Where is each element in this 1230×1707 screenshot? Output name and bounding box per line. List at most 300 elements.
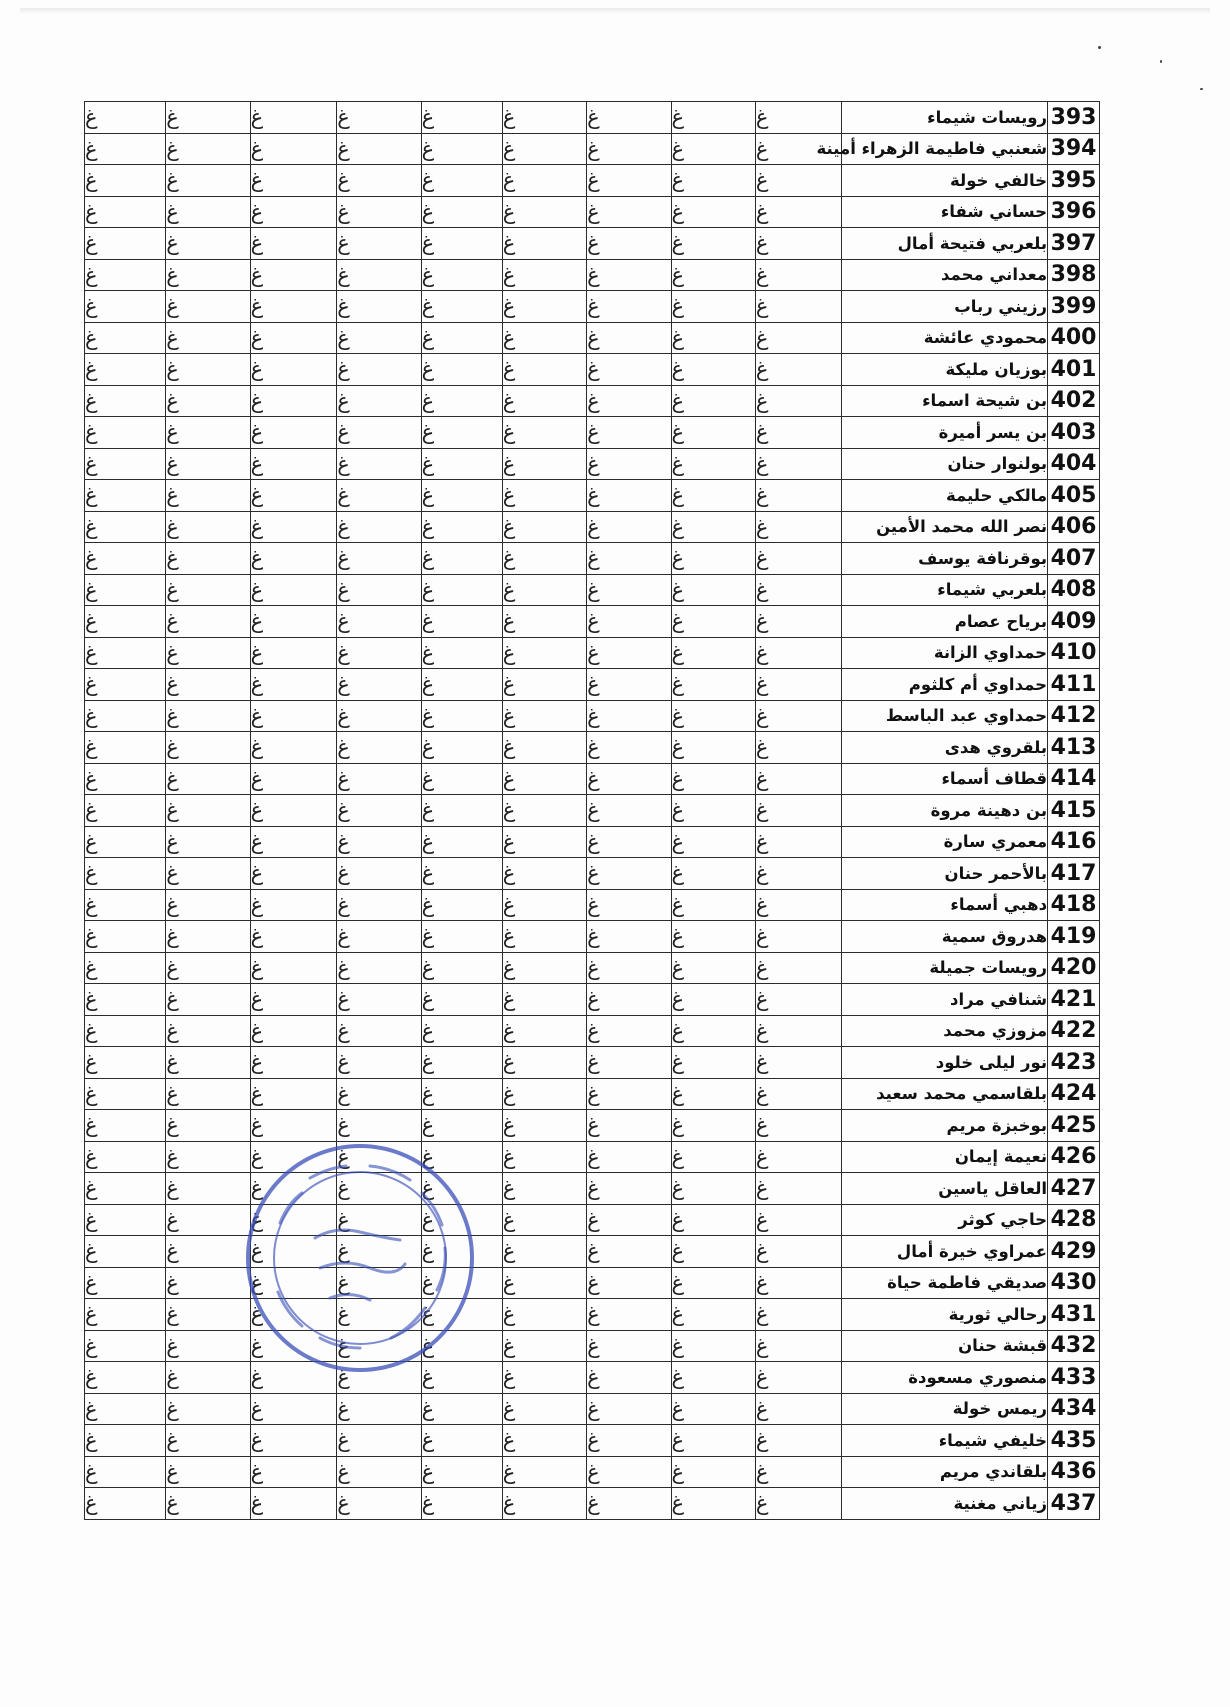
absence-mark: غ (166, 291, 250, 323)
row-number: 437 (1048, 1488, 1100, 1520)
absence-mark: غ (85, 1267, 166, 1299)
absence-mark: غ (755, 1488, 842, 1520)
student-name: مزوزي محمد (842, 1015, 1048, 1047)
student-name: بولنوار حنان (842, 448, 1048, 480)
results-table-body (85, 102, 1100, 1520)
absence-mark: غ (502, 322, 586, 354)
absence-mark: غ (587, 1393, 671, 1425)
absence-mark: غ (502, 1425, 586, 1457)
absence-mark: غ (250, 1173, 337, 1205)
absence-mark: غ (755, 1330, 842, 1362)
absence-mark: غ (85, 322, 166, 354)
results-table (84, 101, 1100, 1520)
row-number: 396 (1048, 196, 1100, 228)
absence-mark: غ (421, 1204, 502, 1236)
absence-mark: غ (166, 1047, 250, 1079)
absence-mark: غ (502, 921, 586, 953)
absence-mark: غ (421, 606, 502, 638)
student-name: بلعربي شيماء (842, 574, 1048, 606)
absence-mark: غ (250, 984, 337, 1016)
absence-mark: غ (502, 448, 586, 480)
absence-mark: غ (502, 1330, 586, 1362)
absence-mark: غ (587, 858, 671, 890)
absence-mark: غ (85, 984, 166, 1016)
row-number: 424 (1048, 1078, 1100, 1110)
absence-mark: غ (587, 1078, 671, 1110)
scan-speck (1200, 88, 1203, 90)
absence-mark: غ (166, 102, 250, 134)
absence-mark: غ (85, 480, 166, 512)
absence-mark: غ (671, 1236, 755, 1268)
absence-mark: غ (755, 889, 842, 921)
absence-mark: غ (337, 637, 421, 669)
absence-mark: غ (502, 574, 586, 606)
student-name: بن شيحة اسماء (842, 385, 1048, 417)
table-row (85, 858, 1100, 890)
absence-mark: غ (755, 291, 842, 323)
table-row (85, 1078, 1100, 1110)
absence-mark: غ (502, 417, 586, 449)
absence-mark: غ (85, 1362, 166, 1394)
absence-mark: غ (671, 165, 755, 197)
absence-mark: غ (755, 637, 842, 669)
absence-mark: غ (85, 952, 166, 984)
absence-mark: غ (421, 291, 502, 323)
row-number: 413 (1048, 732, 1100, 764)
student-name: بالأحمر حنان (842, 858, 1048, 890)
absence-mark: غ (166, 637, 250, 669)
row-number: 412 (1048, 700, 1100, 732)
absence-mark: غ (587, 1425, 671, 1457)
row-number: 410 (1048, 637, 1100, 669)
absence-mark: غ (166, 1078, 250, 1110)
absence-mark: غ (166, 354, 250, 386)
table-row (85, 700, 1100, 732)
absence-mark: غ (85, 196, 166, 228)
absence-mark: غ (85, 1456, 166, 1488)
absence-mark: غ (755, 574, 842, 606)
absence-mark: غ (85, 858, 166, 890)
absence-mark: غ (755, 858, 842, 890)
table-row (85, 1456, 1100, 1488)
absence-mark: غ (587, 669, 671, 701)
absence-mark: غ (421, 1015, 502, 1047)
absence-mark: غ (166, 417, 250, 449)
table-row (85, 1299, 1100, 1331)
absence-mark: غ (671, 889, 755, 921)
absence-mark: غ (250, 1267, 337, 1299)
absence-mark: غ (671, 228, 755, 260)
absence-mark: غ (587, 165, 671, 197)
absence-mark: غ (337, 1362, 421, 1394)
absence-mark: غ (250, 1488, 337, 1520)
row-number: 411 (1048, 669, 1100, 701)
absence-mark: غ (337, 1236, 421, 1268)
absence-mark: غ (85, 511, 166, 543)
absence-mark: غ (337, 1078, 421, 1110)
absence-mark: غ (421, 1236, 502, 1268)
absence-mark: غ (502, 291, 586, 323)
absence-mark: غ (671, 606, 755, 638)
absence-mark: غ (337, 102, 421, 134)
absence-mark: غ (421, 1267, 502, 1299)
row-number: 406 (1048, 511, 1100, 543)
absence-mark: غ (755, 1267, 842, 1299)
absence-mark: غ (587, 1236, 671, 1268)
student-name: حساني شفاء (842, 196, 1048, 228)
absence-mark: غ (671, 1015, 755, 1047)
absence-mark: غ (502, 984, 586, 1016)
absence-mark: غ (421, 165, 502, 197)
absence-mark: غ (502, 606, 586, 638)
student-name: شعنبي فاطيمة الزهراء أمينة (842, 133, 1048, 165)
student-name: بلقروي هدى (842, 732, 1048, 764)
absence-mark: غ (337, 700, 421, 732)
absence-mark: غ (85, 606, 166, 638)
row-number: 432 (1048, 1330, 1100, 1362)
table-row (85, 669, 1100, 701)
absence-mark: غ (587, 480, 671, 512)
absence-mark: غ (250, 102, 337, 134)
absence-mark: غ (337, 1267, 421, 1299)
absence-mark: غ (166, 196, 250, 228)
absence-mark: غ (755, 1173, 842, 1205)
absence-mark: غ (755, 1110, 842, 1142)
absence-mark: غ (85, 700, 166, 732)
absence-mark: غ (421, 102, 502, 134)
absence-mark: غ (85, 1236, 166, 1268)
absence-mark: غ (671, 1456, 755, 1488)
absence-mark: غ (755, 1456, 842, 1488)
absence-mark: غ (502, 1362, 586, 1394)
absence-mark: غ (502, 1236, 586, 1268)
absence-mark: غ (587, 196, 671, 228)
absence-mark: غ (587, 984, 671, 1016)
absence-mark: غ (421, 1488, 502, 1520)
absence-mark: غ (755, 1015, 842, 1047)
absence-mark: غ (421, 385, 502, 417)
student-name: بوزيان مليكة (842, 354, 1048, 386)
student-name: عمراوي خيرة أمال (842, 1236, 1048, 1268)
absence-mark: غ (755, 511, 842, 543)
student-name: خليفي شيماء (842, 1425, 1048, 1457)
absence-mark: غ (166, 1456, 250, 1488)
absence-mark: غ (755, 1299, 842, 1331)
absence-mark: غ (166, 448, 250, 480)
absence-mark: غ (587, 1047, 671, 1079)
absence-mark: غ (502, 763, 586, 795)
absence-mark: غ (85, 732, 166, 764)
table-row (85, 291, 1100, 323)
absence-mark: غ (337, 858, 421, 890)
absence-mark: غ (671, 1078, 755, 1110)
absence-mark: غ (755, 1362, 842, 1394)
absence-mark: غ (337, 1425, 421, 1457)
row-number: 402 (1048, 385, 1100, 417)
absence-mark: غ (166, 889, 250, 921)
absence-mark: غ (166, 984, 250, 1016)
absence-mark: غ (85, 574, 166, 606)
absence-mark: غ (166, 1330, 250, 1362)
absence-mark: غ (587, 637, 671, 669)
absence-mark: غ (250, 1425, 337, 1457)
absence-mark: غ (587, 1141, 671, 1173)
student-name: حمداوي الزانة (842, 637, 1048, 669)
absence-mark: غ (502, 795, 586, 827)
absence-mark: غ (250, 165, 337, 197)
table-row (85, 637, 1100, 669)
table-row (85, 133, 1100, 165)
absence-mark: غ (502, 1110, 586, 1142)
row-number: 419 (1048, 921, 1100, 953)
absence-mark: غ (421, 133, 502, 165)
absence-mark: غ (502, 669, 586, 701)
absence-mark: غ (85, 1299, 166, 1331)
absence-mark: غ (166, 259, 250, 291)
absence-mark: غ (755, 322, 842, 354)
table-row (85, 196, 1100, 228)
absence-mark: غ (85, 1204, 166, 1236)
absence-mark: غ (671, 1047, 755, 1079)
absence-mark: غ (587, 511, 671, 543)
results-table-wrapper (84, 101, 1100, 1520)
row-number: 395 (1048, 165, 1100, 197)
absence-mark: غ (337, 1330, 421, 1362)
absence-mark: غ (421, 574, 502, 606)
absence-mark: غ (250, 480, 337, 512)
absence-mark: غ (166, 480, 250, 512)
absence-mark: غ (421, 1330, 502, 1362)
absence-mark: غ (502, 1078, 586, 1110)
absence-mark: غ (587, 1362, 671, 1394)
absence-mark: غ (85, 1393, 166, 1425)
absence-mark: غ (250, 952, 337, 984)
absence-mark: غ (337, 228, 421, 260)
absence-mark: غ (587, 259, 671, 291)
row-number: 423 (1048, 1047, 1100, 1079)
student-name: بن يسر أميرة (842, 417, 1048, 449)
table-row (85, 795, 1100, 827)
absence-mark: غ (421, 826, 502, 858)
absence-mark: غ (755, 700, 842, 732)
absence-mark: غ (250, 1236, 337, 1268)
table-row (85, 606, 1100, 638)
student-name: مالكي حليمة (842, 480, 1048, 512)
row-number: 433 (1048, 1362, 1100, 1394)
absence-mark: غ (587, 1330, 671, 1362)
absence-mark: غ (250, 606, 337, 638)
absence-mark: غ (421, 228, 502, 260)
absence-mark: غ (502, 480, 586, 512)
row-number: 400 (1048, 322, 1100, 354)
absence-mark: غ (337, 889, 421, 921)
absence-mark: غ (337, 1141, 421, 1173)
absence-mark: غ (502, 826, 586, 858)
absence-mark: غ (502, 102, 586, 134)
row-number: 394 (1048, 133, 1100, 165)
table-row (85, 102, 1100, 134)
row-number: 428 (1048, 1204, 1100, 1236)
absence-mark: غ (250, 1362, 337, 1394)
absence-mark: غ (166, 511, 250, 543)
absence-mark: غ (337, 1204, 421, 1236)
absence-mark: غ (85, 448, 166, 480)
absence-mark: غ (587, 826, 671, 858)
absence-mark: غ (587, 795, 671, 827)
absence-mark: غ (337, 826, 421, 858)
student-name: بلعربي فتيحة أمال (842, 228, 1048, 260)
absence-mark: غ (85, 921, 166, 953)
absence-mark: غ (250, 637, 337, 669)
absence-mark: غ (755, 669, 842, 701)
absence-mark: غ (421, 480, 502, 512)
absence-mark: غ (502, 1267, 586, 1299)
absence-mark: غ (671, 259, 755, 291)
absence-mark: غ (421, 1110, 502, 1142)
row-number: 403 (1048, 417, 1100, 449)
absence-mark: غ (85, 291, 166, 323)
absence-mark: غ (421, 637, 502, 669)
absence-mark: غ (587, 354, 671, 386)
absence-mark: غ (166, 858, 250, 890)
absence-mark: غ (671, 1110, 755, 1142)
absence-mark: غ (85, 763, 166, 795)
absence-mark: غ (755, 1393, 842, 1425)
absence-mark: غ (755, 448, 842, 480)
absence-mark: غ (337, 448, 421, 480)
absence-mark: غ (421, 322, 502, 354)
absence-mark: غ (250, 700, 337, 732)
row-number: 434 (1048, 1393, 1100, 1425)
table-row (85, 826, 1100, 858)
scan-edge-shadow (20, 8, 1210, 14)
student-name: دهبي أسماء (842, 889, 1048, 921)
absence-mark: غ (755, 1078, 842, 1110)
table-row (85, 1236, 1100, 1268)
absence-mark: غ (671, 700, 755, 732)
absence-mark: غ (671, 417, 755, 449)
absence-mark: غ (755, 417, 842, 449)
table-row (85, 1330, 1100, 1362)
absence-mark: غ (337, 322, 421, 354)
absence-mark: غ (85, 637, 166, 669)
absence-mark: غ (587, 700, 671, 732)
absence-mark: غ (755, 228, 842, 260)
absence-mark: غ (166, 385, 250, 417)
absence-mark: غ (671, 921, 755, 953)
absence-mark: غ (502, 1456, 586, 1488)
table-row (85, 165, 1100, 197)
row-number: 430 (1048, 1267, 1100, 1299)
absence-mark: غ (587, 952, 671, 984)
absence-mark: غ (671, 354, 755, 386)
absence-mark: غ (337, 417, 421, 449)
absence-mark: غ (250, 417, 337, 449)
absence-mark: غ (671, 196, 755, 228)
absence-mark: غ (250, 354, 337, 386)
absence-mark: غ (85, 1078, 166, 1110)
row-number: 415 (1048, 795, 1100, 827)
absence-mark: غ (250, 921, 337, 953)
student-name: منصوري مسعودة (842, 1362, 1048, 1394)
table-row (85, 480, 1100, 512)
table-row (85, 1110, 1100, 1142)
absence-mark: غ (337, 385, 421, 417)
absence-mark: غ (587, 1204, 671, 1236)
absence-mark: غ (337, 952, 421, 984)
absence-mark: غ (250, 133, 337, 165)
row-number: 414 (1048, 763, 1100, 795)
absence-mark: غ (421, 858, 502, 890)
row-number: 436 (1048, 1456, 1100, 1488)
absence-mark: غ (671, 291, 755, 323)
table-row (85, 574, 1100, 606)
absence-mark: غ (166, 543, 250, 575)
absence-mark: غ (166, 1299, 250, 1331)
student-name: معداني محمد (842, 259, 1048, 291)
absence-mark: غ (337, 984, 421, 1016)
absence-mark: غ (671, 1173, 755, 1205)
row-number: 398 (1048, 259, 1100, 291)
absence-mark: غ (755, 196, 842, 228)
absence-mark: غ (85, 1173, 166, 1205)
absence-mark: غ (166, 133, 250, 165)
row-number: 429 (1048, 1236, 1100, 1268)
absence-mark: غ (502, 133, 586, 165)
absence-mark: غ (166, 1204, 250, 1236)
absence-mark: غ (755, 763, 842, 795)
absence-mark: غ (421, 196, 502, 228)
absence-mark: غ (587, 322, 671, 354)
absence-mark: غ (502, 543, 586, 575)
absence-mark: غ (421, 259, 502, 291)
absence-mark: غ (85, 259, 166, 291)
absence-mark: غ (421, 1425, 502, 1457)
absence-mark: غ (85, 669, 166, 701)
absence-mark: غ (166, 921, 250, 953)
absence-mark: غ (85, 889, 166, 921)
absence-mark: غ (671, 669, 755, 701)
row-number: 426 (1048, 1141, 1100, 1173)
table-row (85, 417, 1100, 449)
absence-mark: غ (755, 1236, 842, 1268)
absence-mark: غ (502, 228, 586, 260)
absence-mark: غ (166, 1488, 250, 1520)
absence-mark: غ (587, 1173, 671, 1205)
absence-mark: غ (587, 1267, 671, 1299)
row-number: 417 (1048, 858, 1100, 890)
absence-mark: غ (166, 700, 250, 732)
absence-mark: غ (502, 1141, 586, 1173)
absence-mark: غ (250, 574, 337, 606)
row-number: 409 (1048, 606, 1100, 638)
row-number: 431 (1048, 1299, 1100, 1331)
absence-mark: غ (421, 1393, 502, 1425)
absence-mark: غ (337, 1456, 421, 1488)
table-row (85, 354, 1100, 386)
student-name: بوخبزة مريم (842, 1110, 1048, 1142)
student-name: العاقل ياسين (842, 1173, 1048, 1205)
absence-mark: غ (250, 228, 337, 260)
absence-mark: غ (250, 448, 337, 480)
absence-mark: غ (250, 1204, 337, 1236)
absence-mark: غ (755, 480, 842, 512)
absence-mark: غ (755, 921, 842, 953)
absence-mark: غ (587, 291, 671, 323)
absence-mark: غ (166, 1173, 250, 1205)
student-name: قطاف أسماء (842, 763, 1048, 795)
absence-mark: غ (755, 952, 842, 984)
